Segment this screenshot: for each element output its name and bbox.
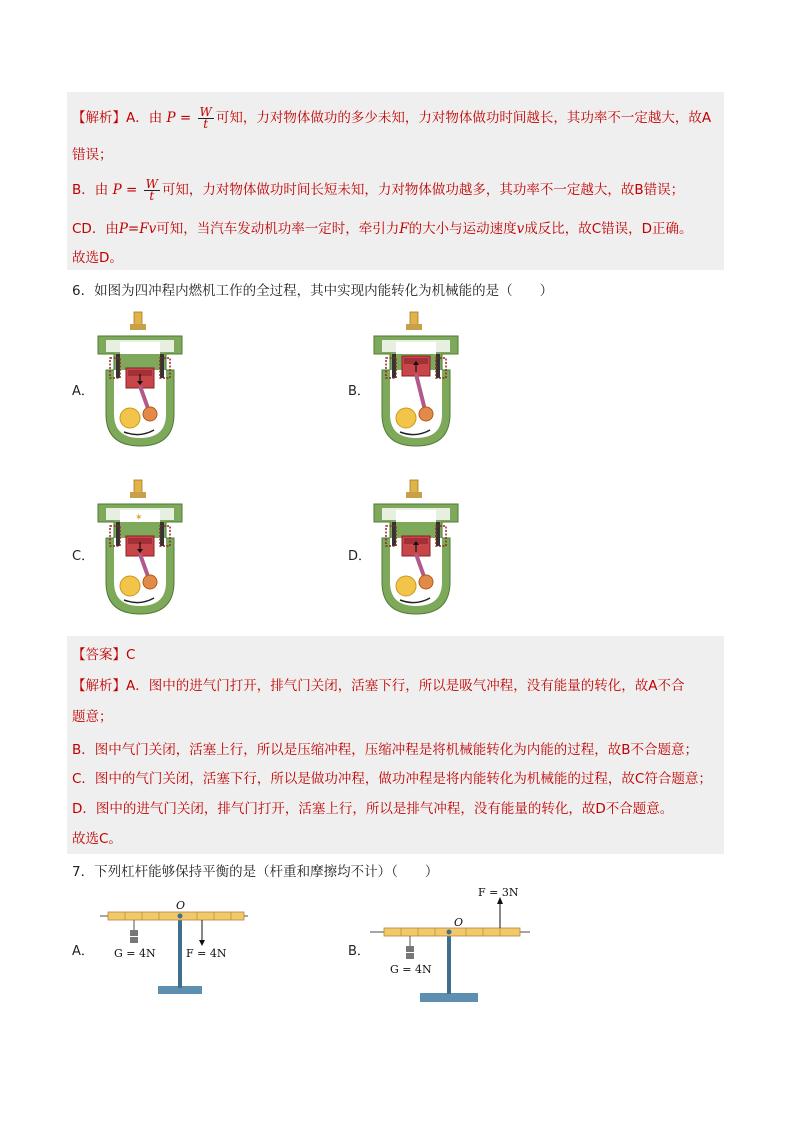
q6-analysis-c: C．图中的气门关闭，活塞下行，所以是做功冲程，做功冲程是将内能转化为机械能的过程，故C符合题意； — [72, 771, 712, 787]
lever-diagram-a — [98, 900, 258, 1000]
spark-plug — [410, 480, 418, 494]
q6-analysis-a-cont: 题意； — [72, 709, 113, 725]
flywheel — [120, 408, 140, 428]
engine-diagram-power — [94, 478, 186, 618]
spark-plug — [410, 312, 418, 326]
spark-plug-base — [406, 324, 422, 330]
q7-option-a-label: A． — [72, 944, 94, 959]
weight-block — [130, 930, 138, 936]
stand-pole — [447, 928, 451, 994]
q6-analysis-d: D．图中的进气门关闭，排气门打开，活塞上行，所以是排气冲程，没有能量的转化，故D不合题意。 — [72, 801, 674, 817]
weight-label: G = 4N — [114, 947, 156, 960]
crank-disc — [419, 575, 433, 589]
spark-plug-base — [130, 324, 146, 330]
flywheel — [120, 576, 140, 596]
lever-diagram-b — [370, 880, 540, 1005]
q5-analysis-line-cd: CD．由P=Fv可知，当汽车发动机功率一定时，牵引力F的大小与运动速度v成反比，故C错误，D正确。 — [72, 221, 693, 237]
stand-base — [420, 993, 478, 1002]
lever-bar — [384, 928, 520, 936]
combustion-chamber — [120, 342, 160, 354]
fraction-w-over-t: $\frac{W}{t}$ — [145, 176, 158, 203]
pivot — [178, 914, 183, 919]
q6-answer: 【答案】C — [72, 647, 136, 663]
q6-stem: 6．如图为四冲程内燃机工作的全过程，其中实现内能转化为机械能的是（ ） — [72, 283, 554, 299]
q5-analysis-line-a: 【解析】A．由 P = $\frac{W}{t}$ 可知，力对物体做功的多少未知，力对物体做功时间越长，其功率不一定越大，故A — [72, 104, 712, 131]
lever-bar — [108, 912, 244, 920]
analysis-tag: 【解析】 — [72, 110, 126, 126]
stand-pole — [178, 914, 182, 988]
q5-analysis-line-a-cont: 错误； — [72, 147, 113, 163]
spark-plug-base — [130, 492, 146, 498]
force-label: F = 3N — [478, 886, 519, 899]
q6-option-a-label: A． — [72, 384, 94, 399]
weight-block — [406, 946, 414, 952]
weight-label: G = 4N — [390, 963, 432, 976]
pivot — [447, 930, 452, 935]
flywheel — [396, 576, 416, 596]
q7-option-b-label: B． — [348, 944, 370, 959]
pivot-label: O — [176, 899, 186, 912]
q6-analysis-b: B．图中气门关闭，活塞上行，所以是压缩冲程，压缩冲程是将机械能转化为内能的过程，故B不合题意； — [72, 742, 699, 758]
engine-diagram-exhaust — [370, 478, 462, 618]
spark-plug — [134, 312, 142, 326]
q6-option-c-label: C． — [72, 549, 95, 564]
spark-icon: ✶ — [135, 513, 143, 523]
q6-conclusion: 故选C。 — [72, 831, 122, 847]
crank-disc — [143, 407, 157, 421]
q5-analysis-line-b: B．由 P = $\frac{W}{t}$ 可知，力对物体做功时间长短未知，力对物体做功越多，其功率不一定越大，故B错误； — [72, 176, 685, 203]
engine-diagram-intake — [94, 310, 186, 450]
fraction-w-over-t: $\frac{W}{t}$ — [199, 104, 212, 131]
force-label: F = 4N — [186, 947, 227, 960]
crank-disc — [143, 575, 157, 589]
crank-disc — [419, 407, 433, 421]
q5-conclusion: 故选D。 — [72, 250, 123, 266]
q6-option-d-label: D． — [348, 549, 372, 564]
combustion-chamber — [396, 510, 436, 522]
pivot-label: O — [454, 916, 464, 929]
q7-stem: 7．下列杠杆能够保持平衡的是（杆重和摩擦均不计）（ ） — [72, 864, 439, 880]
q6-option-b-label: B． — [348, 384, 370, 399]
spark-plug — [134, 480, 142, 494]
flywheel — [396, 408, 416, 428]
combustion-chamber — [396, 342, 436, 354]
engine-diagram-compression — [370, 310, 462, 450]
spark-plug-base — [406, 492, 422, 498]
q6-analysis-a: 【解析】A．图中的进气门打开，排气门关闭，活塞下行，所以是吸气冲程，没有能量的转化，故A不合 — [72, 678, 685, 694]
